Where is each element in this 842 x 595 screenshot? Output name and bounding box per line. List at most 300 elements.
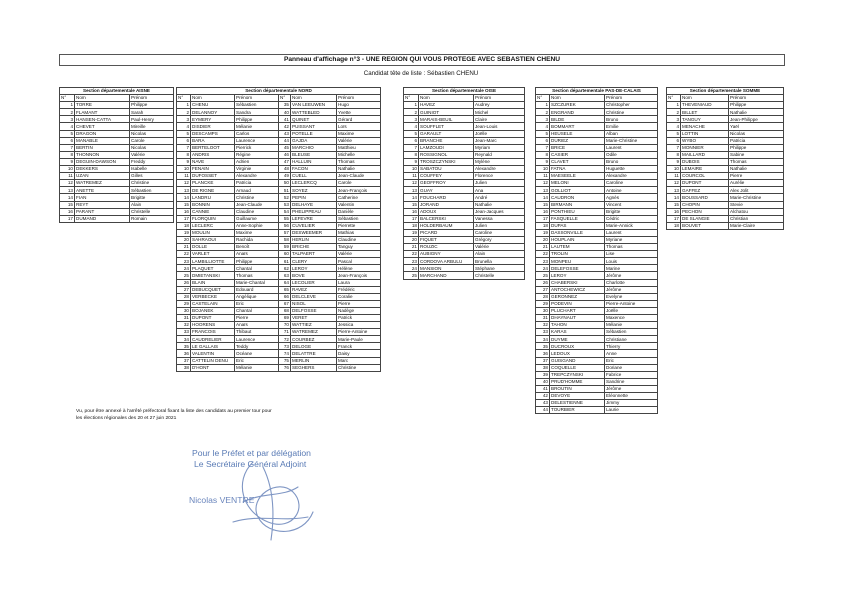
first-name: Marie-Chantal <box>235 279 279 286</box>
last-name: LAMBILLIOTTE <box>191 258 235 265</box>
table-row <box>404 130 525 137</box>
first-name: Rachida <box>235 236 279 243</box>
first-name: Sarah <box>130 109 174 116</box>
row-number: 76 <box>279 364 291 371</box>
last-name: LEMAIRE <box>681 166 729 173</box>
first-name: Alexandre <box>474 166 525 173</box>
row-number: 5 <box>536 130 550 137</box>
row-number: 20 <box>177 236 191 243</box>
column-header-nom: Nom <box>191 95 235 102</box>
last-name: DESWEEMER <box>291 229 337 236</box>
table-row <box>536 244 658 251</box>
last-name: DEBUCQUET <box>191 286 235 293</box>
first-name: Carole <box>130 137 174 144</box>
last-name: MANSION <box>419 265 474 272</box>
first-name: Christian <box>729 215 784 222</box>
last-name: JORAND <box>419 201 474 208</box>
row-number: 57 <box>279 229 291 236</box>
first-name: Marie-Paule <box>337 336 381 343</box>
row-number: 50 <box>279 180 291 187</box>
last-name: DASSONVILLE <box>550 229 605 236</box>
last-name: HOUPLAIN <box>550 236 605 243</box>
last-name: ROUZIC <box>419 244 474 251</box>
table-row <box>404 244 525 251</box>
first-name: Brigitte <box>605 208 658 215</box>
prefecture-annex-note: Vu, pour être annexé à l'arrêté préfectoral fixant la liste des candidats au premier tour pour les élections régionales des 20 et 27 juin 2021 <box>76 409 272 421</box>
row-number: 4 <box>667 123 681 130</box>
row-number: 40 <box>279 109 291 116</box>
table-row <box>177 123 381 130</box>
row-number: 4 <box>536 123 550 130</box>
first-name: Julien <box>474 180 525 187</box>
first-name: Gérard <box>337 116 381 123</box>
first-name: Philippe <box>235 258 279 265</box>
table-pas-de-calais <box>535 87 658 414</box>
row-number: 12 <box>177 180 191 187</box>
table-row <box>667 180 784 187</box>
last-name: LANDRU <box>191 194 235 201</box>
first-name: Loïs <box>337 123 381 130</box>
table-row <box>177 137 381 144</box>
first-name: Océane <box>235 350 279 357</box>
table-row <box>404 180 525 187</box>
last-name: BLAIN <box>191 279 235 286</box>
first-name: Alban <box>605 130 658 137</box>
row-number: 15 <box>536 201 550 208</box>
row-number: 32 <box>177 322 191 329</box>
last-name: BOJANEK <box>191 307 235 314</box>
first-name: Valérie <box>337 251 381 258</box>
last-name: DUMAND <box>75 215 130 222</box>
table-row <box>404 123 525 130</box>
first-name: Anaïs <box>235 251 279 258</box>
last-name: DELEFOSSE <box>550 265 605 272</box>
row-number: 39 <box>536 371 550 378</box>
last-name: DELESTIENNE <box>550 400 605 407</box>
first-name: Jean-Philippe <box>729 116 784 123</box>
last-name: MAESEELE <box>550 173 605 180</box>
first-name: Laurie <box>605 407 658 414</box>
section-title: Section départementale AISNE <box>60 88 174 95</box>
table-row <box>667 151 784 158</box>
first-name: Alexandre <box>605 173 658 180</box>
row-number: 30 <box>536 307 550 314</box>
last-name: VARLET <box>191 251 235 258</box>
row-number: 2 <box>667 109 681 116</box>
last-name: BROUTIN <box>550 385 605 392</box>
table-row <box>404 251 525 258</box>
last-name: DUBOIS <box>681 158 729 165</box>
first-name: Nadège <box>337 307 381 314</box>
row-number: 61 <box>279 258 291 265</box>
last-name: GAFFEZ <box>681 187 729 194</box>
first-name: Edouard <box>235 286 279 293</box>
row-number: 38 <box>177 364 191 371</box>
table-row <box>404 208 525 215</box>
table-row <box>177 258 381 265</box>
row-number: 19 <box>404 229 419 236</box>
first-name: Christiane <box>605 336 658 343</box>
last-name: DE RIGNE <box>191 187 235 194</box>
last-name: LEFEVRE <box>291 215 337 222</box>
first-name: Anaïs <box>235 322 279 329</box>
first-name: Jean-Claude <box>337 173 381 180</box>
table-row <box>536 251 658 258</box>
last-name: TOURBIER <box>550 407 605 414</box>
first-name: Michel <box>474 109 525 116</box>
table-row <box>667 144 784 151</box>
row-number: 41 <box>279 116 291 123</box>
last-name: CUELL <box>291 173 337 180</box>
last-name: GERONNEZ <box>550 293 605 300</box>
last-name: FASQUELLE <box>550 215 605 222</box>
last-name: WATTEBLED <box>291 109 337 116</box>
table-row <box>177 329 381 336</box>
last-name: COURBEZ <box>291 336 337 343</box>
first-name: Laura <box>337 279 381 286</box>
last-name: MANABLE <box>75 137 130 144</box>
table-row <box>60 201 174 208</box>
table-row <box>536 371 658 378</box>
first-name: Sébastien <box>337 215 381 222</box>
row-number: 70 <box>279 322 291 329</box>
table-row <box>60 123 174 130</box>
row-number: 17 <box>404 215 419 222</box>
last-name: DELOGE <box>291 343 337 350</box>
last-name: BLEUSE <box>291 151 337 158</box>
last-name: MONPEU <box>550 258 605 265</box>
table-row <box>536 102 658 109</box>
row-number: 71 <box>279 329 291 336</box>
first-name: Philippe <box>729 102 784 109</box>
row-number: 8 <box>177 151 191 158</box>
first-name: Freddy <box>130 158 174 165</box>
last-name: PODEVIN <box>550 300 605 307</box>
row-number: 28 <box>177 293 191 300</box>
row-number: 35 <box>536 343 550 350</box>
table-row <box>536 286 658 293</box>
table-row <box>536 400 658 407</box>
row-number: 20 <box>536 236 550 243</box>
table-row <box>667 201 784 208</box>
table-row <box>536 293 658 300</box>
last-name: BERTELOOT <box>191 144 235 151</box>
row-number: 52 <box>279 194 291 201</box>
table-oise <box>403 87 525 280</box>
row-number: 19 <box>177 229 191 236</box>
first-name: Eric <box>605 357 658 364</box>
last-name: DUPONT <box>191 315 235 322</box>
row-number: 21 <box>177 244 191 251</box>
row-number: 3 <box>177 116 191 123</box>
table-row <box>404 137 525 144</box>
first-name: Pierre-Antoine <box>605 300 658 307</box>
row-number: 15 <box>667 201 681 208</box>
row-number: 18 <box>404 222 419 229</box>
table-row <box>536 407 658 414</box>
last-name: CASTELAIN <box>191 300 235 307</box>
first-name: Marc <box>337 357 381 364</box>
first-name: Bruno <box>605 116 658 123</box>
first-name: Ana <box>474 187 525 194</box>
row-number: 35 <box>279 102 291 109</box>
first-name: Patricia <box>235 180 279 187</box>
table-row <box>536 279 658 286</box>
table-row <box>536 144 658 151</box>
table-row <box>667 130 784 137</box>
first-name: André <box>474 194 525 201</box>
row-number: 64 <box>279 279 291 286</box>
row-number: 44 <box>279 137 291 144</box>
table-row <box>177 116 381 123</box>
first-name: Nicolas <box>729 130 784 137</box>
row-number: 16 <box>536 208 550 215</box>
table-row <box>536 307 658 314</box>
table-row <box>536 350 658 357</box>
last-name: VAN LEEUWEN <box>291 102 337 109</box>
last-name: WATREMEZ <box>75 180 130 187</box>
table-row <box>667 194 784 201</box>
first-name: Angélique <box>235 293 279 300</box>
row-number: 2 <box>60 109 75 116</box>
last-name: THEVENIAUD <box>681 102 729 109</box>
column-header-nom: Nom <box>550 95 605 102</box>
first-name: Patrick <box>337 315 381 322</box>
first-name: Christopher <box>605 102 658 109</box>
first-name: Caroline <box>474 229 525 236</box>
first-name: Hélène <box>337 265 381 272</box>
row-number: 36 <box>177 350 191 357</box>
last-name: SAHRAOUI <box>191 236 235 243</box>
last-name: GAJDA <box>291 137 337 144</box>
first-name: Pierre <box>337 300 381 307</box>
first-name: Reynald <box>474 151 525 158</box>
last-name: BRICE <box>550 144 605 151</box>
row-number: 17 <box>667 215 681 222</box>
table-row <box>536 158 658 165</box>
first-name: Mathias <box>337 229 381 236</box>
first-name: Chantal <box>235 307 279 314</box>
row-number: 67 <box>279 300 291 307</box>
row-number: 10 <box>667 166 681 173</box>
last-name: DEVOYE <box>550 393 605 400</box>
first-name: Sandra <box>235 109 279 116</box>
row-number: 42 <box>279 123 291 130</box>
table-nord <box>176 87 381 372</box>
last-name: D'HONT <box>191 364 235 371</box>
row-number: 6 <box>667 137 681 144</box>
row-number: 14 <box>177 194 191 201</box>
table-row <box>60 180 174 187</box>
row-number: 12 <box>60 180 75 187</box>
last-name: REYT <box>75 201 130 208</box>
table-row <box>536 393 658 400</box>
table-row <box>177 343 381 350</box>
first-name: Alex Jolit <box>729 187 784 194</box>
table-row <box>536 265 658 272</box>
last-name: GARAULT <box>419 130 474 137</box>
table-row <box>667 222 784 229</box>
row-number: 24 <box>177 265 191 272</box>
row-number: 34 <box>536 336 550 343</box>
table-row <box>667 137 784 144</box>
first-name: Caroline <box>605 180 658 187</box>
row-number: 9 <box>667 158 681 165</box>
last-name: BOUSSARD <box>681 194 729 201</box>
last-name: PLUCHART <box>550 307 605 314</box>
table-row <box>177 279 381 286</box>
first-name: Thomas <box>337 158 381 165</box>
first-name: Brunella <box>474 258 525 265</box>
last-name: DUPONT <box>681 180 729 187</box>
table-row <box>177 215 381 222</box>
column-header-num: N° <box>177 95 191 102</box>
section-title: Section départementale OISE <box>404 88 525 95</box>
row-number: 21 <box>404 244 419 251</box>
last-name: ENGRAND <box>550 109 605 116</box>
row-number: 19 <box>536 229 550 236</box>
stamp-signatory: Nicolas VENTRE <box>189 495 255 505</box>
first-name: Jérôme <box>605 286 658 293</box>
table-row <box>667 173 784 180</box>
row-number: 5 <box>667 130 681 137</box>
row-number: 26 <box>536 279 550 286</box>
first-name: Brigitte <box>130 194 174 201</box>
table-row <box>404 102 525 109</box>
row-number: 2 <box>536 109 550 116</box>
first-name: Emilie <box>605 123 658 130</box>
first-name: Pierre-Antoine <box>337 329 381 336</box>
table-row <box>177 251 381 258</box>
first-name: Pascal <box>337 258 381 265</box>
first-name: Hugo <box>337 102 381 109</box>
first-name: Philippe <box>130 102 174 109</box>
first-name: Nathalie <box>729 166 784 173</box>
column-header-prenom: Prénom <box>130 95 174 102</box>
last-name: FIQUET <box>419 236 474 243</box>
table-row <box>60 158 174 165</box>
row-number: 14 <box>667 194 681 201</box>
column-header-num: N° <box>536 95 550 102</box>
first-name: Pierrette <box>337 222 381 229</box>
first-name: Jérôme <box>605 272 658 279</box>
last-name: TREPCZYNSKI <box>550 371 605 378</box>
first-name: Philippe <box>729 144 784 151</box>
first-name: Aurélie <box>729 180 784 187</box>
last-name: DUCROUX <box>550 343 605 350</box>
last-name: BRICHE <box>291 244 337 251</box>
row-number: 22 <box>536 251 550 258</box>
stamp-line-2: Le Secrétaire Général Adjoint <box>194 459 307 469</box>
last-name: ANDRIS <box>191 151 235 158</box>
table-row <box>60 215 174 222</box>
row-number: 16 <box>667 208 681 215</box>
row-number: 11 <box>60 173 75 180</box>
row-number: 5 <box>60 130 75 137</box>
table-row <box>60 137 174 144</box>
last-name: LEROY <box>291 265 337 272</box>
table-row <box>404 194 525 201</box>
last-name: LECLERCQ <box>291 180 337 187</box>
first-name: Louis <box>605 258 658 265</box>
last-name: DELHAYE <box>291 201 337 208</box>
row-number: 13 <box>667 187 681 194</box>
last-name: PLANCKE <box>191 180 235 187</box>
row-number: 10 <box>404 166 419 173</box>
table-row <box>60 144 174 151</box>
row-number: 13 <box>536 187 550 194</box>
first-name: Christelle <box>474 272 525 279</box>
first-name: Alexandre <box>235 173 279 180</box>
table-row <box>536 116 658 123</box>
first-name: Christelle <box>130 208 174 215</box>
table-row <box>536 236 658 243</box>
row-number: 12 <box>536 180 550 187</box>
first-name: Marie-Claire <box>729 222 784 229</box>
table-row <box>177 180 381 187</box>
first-name: Alchatou <box>729 208 784 215</box>
row-number: 6 <box>536 137 550 144</box>
column-header-num: N° <box>60 95 75 102</box>
row-number: 22 <box>177 251 191 258</box>
row-number: 8 <box>667 151 681 158</box>
table-row <box>177 336 381 343</box>
last-name: LAUTEM <box>550 244 605 251</box>
last-name: HEUSELE <box>550 130 605 137</box>
table-row <box>177 208 381 215</box>
last-name: LECOLIER <box>291 279 337 286</box>
row-number: 7 <box>177 144 191 151</box>
first-name: Marine <box>605 265 658 272</box>
last-name: TALPAERT <box>291 251 337 258</box>
first-name: Catherine <box>337 194 381 201</box>
first-name: Daisy <box>337 350 381 357</box>
last-name: PONTHIEU <box>550 208 605 215</box>
last-name: DUPAS <box>550 222 605 229</box>
table-row <box>60 102 174 109</box>
last-name: PECHON <box>681 208 729 215</box>
table-row <box>177 364 381 371</box>
first-name: Nathalie <box>729 109 784 116</box>
row-number: 11 <box>536 173 550 180</box>
first-name: Nathalie <box>337 166 381 173</box>
row-number: 9 <box>177 158 191 165</box>
row-number: 10 <box>536 166 550 173</box>
last-name: HALLUIN <box>291 158 337 165</box>
last-name: KARAS <box>550 329 605 336</box>
last-name: DEGUIN-DAWSON <box>75 158 130 165</box>
row-number: 10 <box>177 166 191 173</box>
last-name: CLERY <box>291 258 337 265</box>
section-title: Section départementale SOMME <box>667 88 784 95</box>
last-name: RAVEZ <box>291 286 337 293</box>
table-row <box>536 329 658 336</box>
row-number: 53 <box>279 201 291 208</box>
last-name: CAUDRELIER <box>191 336 235 343</box>
first-name: Claire <box>474 116 525 123</box>
row-number: 11 <box>404 173 419 180</box>
first-name: Grégory <box>474 236 525 243</box>
first-name: Virginie <box>235 166 279 173</box>
table-row <box>536 194 658 201</box>
last-name: AUBIGNY <box>419 251 474 258</box>
last-name: HOLDERBAUM <box>419 222 474 229</box>
last-name: SZCZUREK <box>550 102 605 109</box>
row-number: 7 <box>536 144 550 151</box>
last-name: LEROY <box>550 272 605 279</box>
table-row <box>536 300 658 307</box>
last-name: CLAVET <box>550 158 605 165</box>
